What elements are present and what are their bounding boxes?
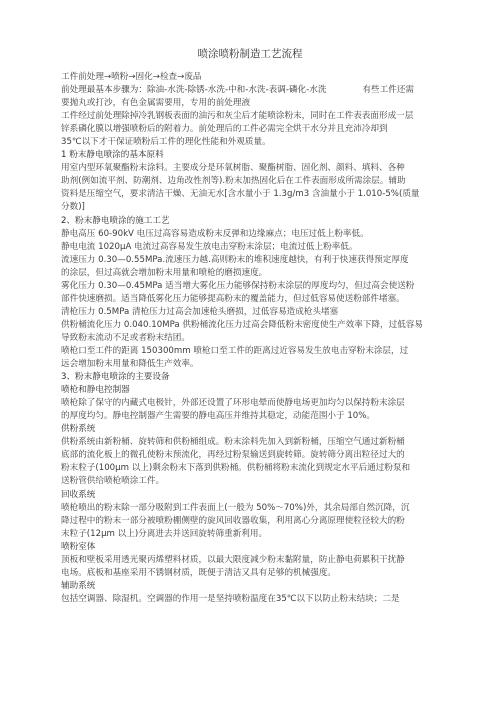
text-line-content: 1 粉末静电喷涂的基本原料 [61,150,164,161]
text-line [61,306,460,319]
text-line-content: 资料是压缩空气，要求清洁干燥、无油无水[含水量小于 1.3g/m3 含油量小于 1.010-5%(质量 [61,189,420,200]
text-line-content: 喷枪和静电控制器 [61,385,130,396]
text-line [61,162,460,175]
text-line-content: 要抛丸或打沙，有色金属需要用，专用的前处理液 [61,98,251,109]
text-line-content: 分数)] [61,202,85,213]
text-line-content: 供粉桶流化压力 0.040.10MPa 供粉桶流化压力过高会降低粉末密度使生产效率下降，过低容易 [61,319,423,330]
text-line [61,201,460,214]
text-line [61,319,460,332]
text-line [61,332,460,345]
text-line [61,188,460,201]
text-line [61,475,460,488]
text-line [61,345,460,358]
text-line-content: 回收系统 [61,489,96,500]
text-line-content: 供粉系统由新粉桶、旋转筛和供粉桶组成。粉末涂料先加入到新粉桶，压缩空气通过新粉桶 [61,437,405,448]
text-line-content: 部件快速磨损。适当降低雾化压力能够提高粉末的覆盖能力，但过低容易使送粉部件堵塞。 [61,293,405,304]
text-line-content: 喷枪口至工件的距离 150300mm 喷枪口至工件的距离过近容易发生放电击穿粉末涂层，过 [61,345,409,356]
text-line-content: 粉末粒子(100μm 以上)剩余粉末下落到供粉桶。供粉桶将粉末流化到规定水平后通过粉泵和 [61,463,411,474]
text-line-content: 35℃以下才干保证喷粉后工件的理化性能和外观质量。 [61,137,271,148]
text-line [61,110,460,123]
text-line-content: 顶板和壁板采用透光聚丙烯塑料材质，以最大限度减少粉末黏附量，防止静电荷累积干扰静 [61,554,405,565]
text-line [61,528,460,541]
text-line [61,410,460,423]
text-line-content: 辅助系统 [61,580,96,591]
text-line [61,489,460,502]
text-line-content: 降过程中的粉末一部分被喷粉棚侧壁的旋风回收器收集，利用离心分离原理使粒径较大的粉 [61,515,405,526]
text-line [61,293,460,306]
text-line-content: 静电电流 1020μA 电流过高容易发生放电击穿粉末涂层；电流过低上粉率低。 [61,241,358,252]
text-line [61,228,460,241]
text-line-content: 电场。底板和基座采用不锈钢材质，既便于清洁又具有足够的机械强度。 [61,567,337,578]
text-line-content: 导致粉末流动不足或者粉末结团。 [61,332,190,343]
text-line [61,502,460,515]
text-line-content: 静电高压 60-90kV 电压过高容易造成粉末反弹和边缘麻点；电压过低上粉率低。 [61,228,369,239]
text-line [61,515,460,528]
text-line-content: 的厚度均匀。静电控制器产生需要的静电高压并维持其稳定，动能范围小于 10%。 [61,411,376,422]
text-line [61,215,460,228]
text-line [61,593,460,606]
text-line-content: 流速压力 0.30—0.55MPa.流速压力越.高则粉末的堆积速度越快，有利于快速获得预定厚度 [61,254,409,265]
text-line [61,71,460,84]
text-line-content: 助剂(例如流平剂、防潮剂、边角改性剂等).粉末加热固化后在工件表面形成所需涂层。辅助 [61,176,406,187]
text-line-content: 前处理最基本步骤为：除油-水洗-除锈-水洗-中和-水洗-表调-磷化-水洗 [61,85,327,96]
text-line [61,149,460,162]
text-line [61,136,460,149]
document-title: 喷涂喷粉制造工艺流程 [197,48,303,60]
text-line-content: 末粒子(12μm 以上)分离进去并送回旋转筛重新利用。 [61,528,268,539]
text-line [61,423,460,436]
text-line [61,280,460,293]
text-line-content: 包括空调器、除湿机。空调器的作用一是坚持喷粉温度在35℃以下以防止粉末结块；二是 [61,593,400,604]
text-line-continuation: 有些工件还需 [362,85,415,96]
text-line [61,267,460,280]
text-line [61,371,460,384]
text-line-content: 喷枪除了保守的内藏式电极针，外部还设置了环形电晕而使静电场更加均匀以保持粉末涂层 [61,398,405,409]
text-line-content: 清枪压力 0.5MPa 清枪压力过高会加速枪头磨损，过低容易造成枪头堵塞 [61,306,339,317]
text-line [61,84,460,97]
text-line-content: 底部的流化板上的微孔使粉末预流化，再经过粉泵输送到旋转筛。旋转筛分离出粒径过大的 [61,450,405,461]
text-line-content: 远会增加粉末用量和降低生产效率。 [61,359,199,370]
text-line [61,567,460,580]
text-line [61,123,460,136]
text-line [61,97,460,110]
text-line-content: 工件经过前处理除掉冷乳钢板表面的油污和灰尘后才能喷涂粉末，同时在工件表表面形成一层 [61,111,414,122]
text-line [61,554,460,567]
text-line [61,175,460,188]
text-line-content: 供粉系统 [61,424,96,435]
text-line-content: 的涂层，但过高就会增加粉末用量和喷枪的磨损速度。 [61,267,268,278]
text-line-content: 喷粉室体 [61,541,96,552]
text-line-content: 用室内型环氧聚酯粉末涂料。主要成分是环氧树脂、聚酯树脂、固化剂、颜料、填料、各种 [61,163,405,174]
text-line [61,541,460,554]
text-line [61,384,460,397]
text-line [61,449,460,462]
text-line [61,241,460,254]
document-body [61,71,460,606]
text-line [61,254,460,267]
text-line [61,358,460,371]
text-line [61,462,460,475]
text-line [61,436,460,449]
text-line-content: 工件前处理→喷粉→固化→检查→废品 [61,72,202,82]
text-line-content: 锌系磷化膜以增强喷粉后的附着力。前处理后的工件必需完全烘干水分并且充沛冷却到 [61,124,388,135]
text-line [61,580,460,593]
text-line-content: 2、粉末静电喷涂的施工工艺 [61,215,170,226]
text-line-content: 喷枪喷出的粉末除一部分吸附到工件表面上(一般为 50%～70%)外，其余局部自然沉降，沉 [61,502,410,513]
text-line-content: 送粉管供给喷枪喷涂工件。 [61,476,165,487]
text-line [61,397,460,410]
text-line-content: 雾化压力 0.30—0.45MPa 适当增大雾化压力能够保持粉末涂层的厚度均匀，但过高会使送粉 [61,280,415,291]
text-line-content: 3、粉末静电喷涂的主要设备 [61,372,170,383]
